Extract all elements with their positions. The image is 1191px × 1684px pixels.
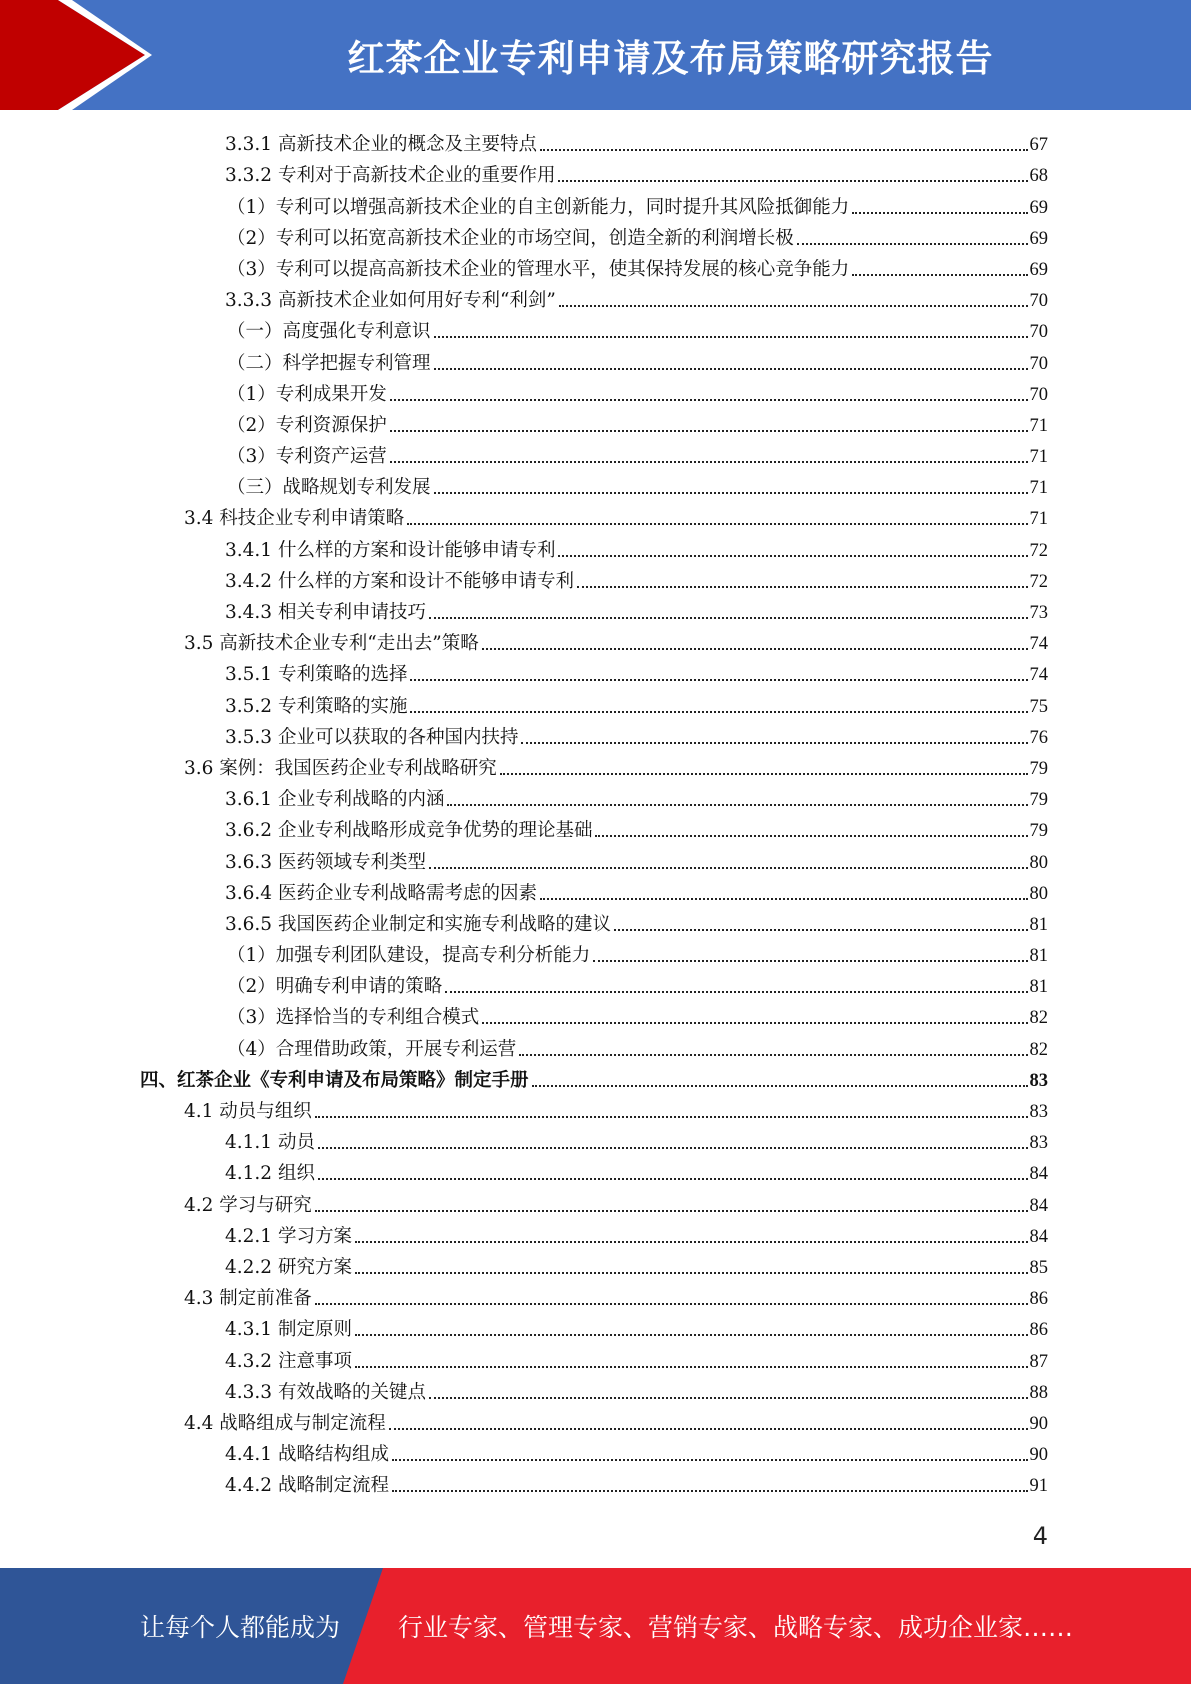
toc-entry-title: 4.4.2 战略制定流程 — [225, 1475, 389, 1497]
toc-entry-page: 84 — [1029, 1164, 1048, 1185]
toc-dot-leader — [577, 586, 1028, 588]
toc-entry-page: 74 — [1029, 634, 1048, 655]
page-footer — [0, 1568, 1191, 1684]
toc-entry-title: 3.6.3 医药领域专利类型 — [225, 851, 426, 873]
toc-entry-title: 4.2.2 研究方案 — [225, 1256, 352, 1278]
toc-entry[interactable] — [140, 440, 1048, 471]
toc-dot-leader — [392, 1459, 1028, 1461]
toc-entry[interactable] — [140, 1220, 1048, 1251]
toc-dot-leader — [315, 1303, 1028, 1305]
toc-entry-page: 72 — [1029, 540, 1048, 561]
toc-dot-leader — [540, 898, 1028, 900]
toc-entry[interactable] — [140, 565, 1048, 596]
toc-entry-title: 3.3.3 高新技术企业如何用好专利“利剑” — [225, 290, 556, 312]
toc-entry[interactable] — [140, 752, 1048, 783]
toc-entry-page: 83 — [1029, 1070, 1048, 1091]
toc-entry-page: 80 — [1029, 883, 1048, 904]
toc-entry-title: 3.4 科技企业专利申请策略 — [184, 508, 405, 530]
toc-entry-page: 68 — [1029, 166, 1048, 187]
toc-entry-title: （2）专利资源保护 — [227, 414, 387, 436]
toc-entry-title: 3.6.5 我国医药企业制定和实施专利战略的建议 — [225, 913, 611, 935]
toc-entry-page: 70 — [1029, 384, 1048, 405]
toc-entry-title: 3.5.3 企业可以获取的各种国内扶持 — [225, 726, 519, 748]
toc-entry[interactable] — [140, 1407, 1048, 1438]
toc-entry[interactable] — [140, 1344, 1048, 1375]
toc-entry-page: 82 — [1029, 1039, 1048, 1060]
toc-entry-page: 80 — [1029, 852, 1048, 873]
toc-entry[interactable] — [140, 970, 1048, 1001]
toc-entry-title: （3）选择恰当的专利组合模式 — [227, 1007, 480, 1029]
toc-entry[interactable] — [140, 814, 1048, 845]
toc-entry[interactable] — [140, 908, 1048, 939]
toc-entry[interactable] — [140, 1313, 1048, 1344]
toc-entry-page: 75 — [1029, 696, 1048, 717]
toc-entry[interactable] — [140, 877, 1048, 908]
toc-entry[interactable] — [140, 845, 1048, 876]
toc-entry-page: 84 — [1029, 1226, 1048, 1247]
toc-dot-leader — [852, 274, 1027, 276]
toc-entry-title: 4.1.2 组织 — [225, 1163, 315, 1185]
toc-entry[interactable] — [140, 721, 1048, 752]
toc-entry[interactable] — [140, 315, 1048, 346]
toc-entry-title: 3.6.1 企业专利战略的内涵 — [225, 789, 445, 811]
toc-entry-title: 4.4 战略组成与制定流程 — [184, 1412, 386, 1434]
toc-dot-leader — [429, 617, 1028, 619]
toc-dot-leader — [521, 742, 1027, 744]
toc-dot-leader — [482, 648, 1028, 650]
toc-entry[interactable] — [140, 1064, 1048, 1095]
toc-entry[interactable] — [140, 159, 1048, 190]
toc-dot-leader — [500, 773, 1028, 775]
toc-entry-page: 70 — [1029, 291, 1048, 312]
toc-dot-leader — [434, 368, 1028, 370]
toc-entry[interactable] — [140, 596, 1048, 627]
toc-entry-title: 3.4.3 相关专利申请技巧 — [225, 602, 426, 623]
toc-dot-leader — [540, 149, 1028, 151]
toc-dot-leader — [593, 960, 1027, 962]
toc-dot-leader — [392, 1490, 1028, 1492]
footer-slogan-left: 让每个人都能成为 — [140, 1613, 341, 1642]
toc-dot-leader — [355, 1334, 1028, 1336]
toc-entry-title: 4.2 学习与研究 — [184, 1194, 312, 1216]
toc-entry-page: 86 — [1029, 1289, 1048, 1310]
toc-entry-page: 90 — [1029, 1413, 1048, 1434]
toc-dot-leader — [797, 243, 1028, 245]
toc-dot-leader — [447, 804, 1027, 806]
toc-entry[interactable] — [140, 1095, 1048, 1126]
toc-entry[interactable] — [140, 1251, 1048, 1282]
toc-entry[interactable] — [140, 783, 1048, 814]
toc-entry[interactable] — [140, 1188, 1048, 1219]
toc-entry-title: 4.3 制定前准备 — [184, 1288, 312, 1310]
toc-entry-title: （一）高度强化专利意识 — [227, 321, 431, 343]
toc-entry-page: 69 — [1029, 197, 1048, 218]
toc-entry-title: 3.4.2 什么样的方案和设计不能够申请专利 — [225, 570, 574, 592]
toc-entry-title: 4.3.3 有效战略的关键点 — [225, 1381, 426, 1403]
toc-entry[interactable] — [140, 346, 1048, 377]
toc-entry[interactable] — [140, 1032, 1048, 1063]
footer-slogan-right: 行业专家、管理专家、营销专家、战略专家、成功企业家…… — [398, 1613, 1074, 1642]
toc-entry[interactable] — [140, 190, 1048, 221]
toc-entry-page: 72 — [1029, 571, 1048, 592]
toc-dot-leader — [390, 399, 1028, 401]
toc-dot-leader — [315, 1116, 1028, 1118]
toc-dot-leader — [390, 461, 1028, 463]
toc-entry-page: 69 — [1029, 259, 1048, 280]
toc-entry-page: 83 — [1029, 1102, 1048, 1122]
toc-dot-leader — [410, 711, 1027, 713]
toc-dot-leader — [482, 1022, 1027, 1024]
toc-entry-page: 70 — [1029, 322, 1048, 343]
toc-entry-title: （3）专利资产运营 — [227, 446, 387, 468]
toc-dot-leader — [429, 1397, 1028, 1399]
toc-entry-title: （2）明确专利申请的策略 — [227, 976, 443, 998]
toc-entry-page: 69 — [1029, 228, 1048, 249]
toc-entry-page: 91 — [1029, 1476, 1048, 1497]
toc-entry-page: 81 — [1029, 914, 1048, 935]
toc-dot-leader — [407, 523, 1027, 525]
toc-dot-leader — [355, 1272, 1028, 1274]
toc-dot-leader — [852, 212, 1027, 214]
toc-entry-page: 87 — [1029, 1351, 1048, 1372]
toc-entry-title: 3.4.1 什么样的方案和设计能够申请专利 — [225, 539, 556, 561]
toc-dot-leader — [445, 991, 1027, 993]
toc-entry[interactable] — [140, 1157, 1048, 1188]
toc-entry-page: 74 — [1029, 665, 1048, 686]
toc-entry[interactable] — [140, 658, 1048, 689]
toc-entry[interactable] — [140, 378, 1048, 409]
toc-entry[interactable] — [140, 939, 1048, 970]
toc-entry[interactable] — [140, 627, 1048, 658]
page-header — [0, 0, 1191, 110]
toc-dot-leader — [595, 835, 1027, 837]
toc-entry[interactable] — [140, 1469, 1048, 1500]
toc-entry-page: 71 — [1029, 509, 1048, 530]
toc-entry-title: （1）专利可以增强高新技术企业的自主创新能力，同时提升其风险抵御能力 — [227, 196, 850, 218]
toc-dot-leader — [519, 1054, 1027, 1056]
toc-dot-leader — [390, 430, 1028, 432]
toc-entry[interactable] — [140, 689, 1048, 720]
toc-entry-page: 71 — [1029, 447, 1048, 468]
toc-entry[interactable] — [140, 471, 1048, 502]
toc-entry-title: 4.3.2 注意事项 — [225, 1350, 352, 1372]
toc-entry-page: 71 — [1029, 415, 1048, 436]
toc-entry-title: （4）合理借助政策，开展专利运营 — [227, 1038, 517, 1060]
toc-entry-title: 3.5.1 专利策略的选择 — [225, 664, 408, 686]
toc-entry-page: 76 — [1029, 727, 1048, 748]
toc-entry-title: （1）加强专利团队建设，提高专利分析能力 — [227, 945, 591, 967]
toc-entry-title: 3.6 案例：我国医药企业专利战略研究 — [184, 757, 497, 779]
toc-entry-page: 79 — [1029, 790, 1048, 811]
toc-entry-page: 67 — [1029, 135, 1048, 156]
toc-dot-leader — [558, 180, 1027, 182]
toc-entry[interactable] — [140, 1001, 1048, 1032]
toc-entry-title: 3.3.1 高新技术企业的概念及主要特点 — [225, 134, 537, 156]
toc-entry-title: （3）专利可以提高高新技术企业的管理水平，使其保持发展的核心竞争能力 — [227, 258, 850, 280]
toc-entry[interactable] — [140, 1282, 1048, 1313]
toc-entry[interactable] — [140, 222, 1048, 253]
toc-entry[interactable] — [140, 533, 1048, 564]
toc-entry-page: 79 — [1029, 758, 1048, 779]
toc-entry-page: 90 — [1029, 1445, 1048, 1466]
toc-entry-title: 4.3.1 制定原则 — [225, 1319, 352, 1341]
toc-entry[interactable] — [140, 1376, 1048, 1407]
toc-entry-title: 四、红茶企业《专利申请及布局策略》制定手册 — [140, 1069, 529, 1091]
toc-entry-title: （二）科学把握专利管理 — [227, 352, 431, 374]
toc-entry[interactable] — [140, 1438, 1048, 1469]
toc-entry-page: 70 — [1029, 353, 1048, 374]
toc-entry-title: 3.5 高新技术企业专利“走出去”策略 — [184, 633, 479, 655]
toc-entry-page: 81 — [1029, 946, 1048, 967]
toc-entry-title: 4.4.1 战略结构组成 — [225, 1444, 389, 1466]
toc-entry-page: 81 — [1029, 977, 1048, 998]
toc-entry[interactable] — [140, 253, 1048, 284]
toc-dot-leader — [434, 492, 1028, 494]
toc-entry-title: 3.5.2 专利策略的实施 — [225, 695, 408, 717]
toc-entry-title: （1）专利成果开发 — [227, 383, 387, 405]
toc-entry-page: 86 — [1029, 1320, 1048, 1341]
toc-entry[interactable] — [140, 409, 1048, 440]
toc-entry-page: 88 — [1029, 1382, 1048, 1403]
toc-dot-leader — [355, 1241, 1028, 1243]
toc-entry[interactable] — [140, 284, 1048, 315]
toc-dot-leader — [434, 336, 1028, 338]
toc-dot-leader — [355, 1366, 1028, 1368]
toc-entry[interactable] — [140, 128, 1048, 159]
toc-entry-title: 3.6.4 医药企业专利战略需考虑的因素 — [225, 882, 537, 904]
toc-dot-leader — [614, 929, 1028, 931]
toc-entry-page: 73 — [1029, 603, 1048, 623]
toc-dot-leader — [559, 305, 1028, 307]
toc-entry-title: （三）战略规划专利发展 — [227, 477, 431, 499]
toc-entry-title: 4.1.1 动员 — [225, 1132, 315, 1154]
toc-entry-title: 4.1 动员与组织 — [184, 1101, 312, 1122]
toc-entry-page: 82 — [1029, 1008, 1048, 1029]
toc-entry-page: 71 — [1029, 478, 1048, 499]
toc-dot-leader — [410, 679, 1027, 681]
table-of-contents — [140, 128, 1048, 1500]
toc-dot-leader — [389, 1428, 1028, 1430]
toc-entry-title: 3.6.2 企业专利战略形成竞争优势的理论基础 — [225, 820, 593, 842]
toc-entry-page: 84 — [1029, 1195, 1048, 1216]
toc-entry[interactable] — [140, 1126, 1048, 1157]
toc-entry-page: 85 — [1029, 1257, 1048, 1278]
toc-dot-leader — [532, 1085, 1028, 1087]
document-title: 红茶企业专利申请及布局策略研究报告 — [347, 37, 994, 80]
toc-entry-title: （2）专利可以拓宽高新技术企业的市场空间，创造全新的利润增长极 — [227, 227, 794, 249]
toc-entry-title: 4.2.1 学习方案 — [225, 1225, 352, 1247]
toc-entry-page: 79 — [1029, 821, 1048, 842]
page-number: 4 — [1032, 1522, 1048, 1550]
toc-dot-leader — [315, 1210, 1028, 1212]
toc-dot-leader — [318, 1178, 1028, 1180]
toc-dot-leader — [318, 1147, 1028, 1149]
header-red-chevron — [0, 0, 160, 110]
toc-dot-leader — [429, 867, 1028, 869]
toc-dot-leader — [558, 555, 1027, 557]
toc-entry[interactable] — [140, 502, 1048, 533]
toc-entry-page: 83 — [1029, 1133, 1048, 1154]
toc-entry-title: 3.3.2 专利对于高新技术企业的重要作用 — [225, 165, 556, 187]
